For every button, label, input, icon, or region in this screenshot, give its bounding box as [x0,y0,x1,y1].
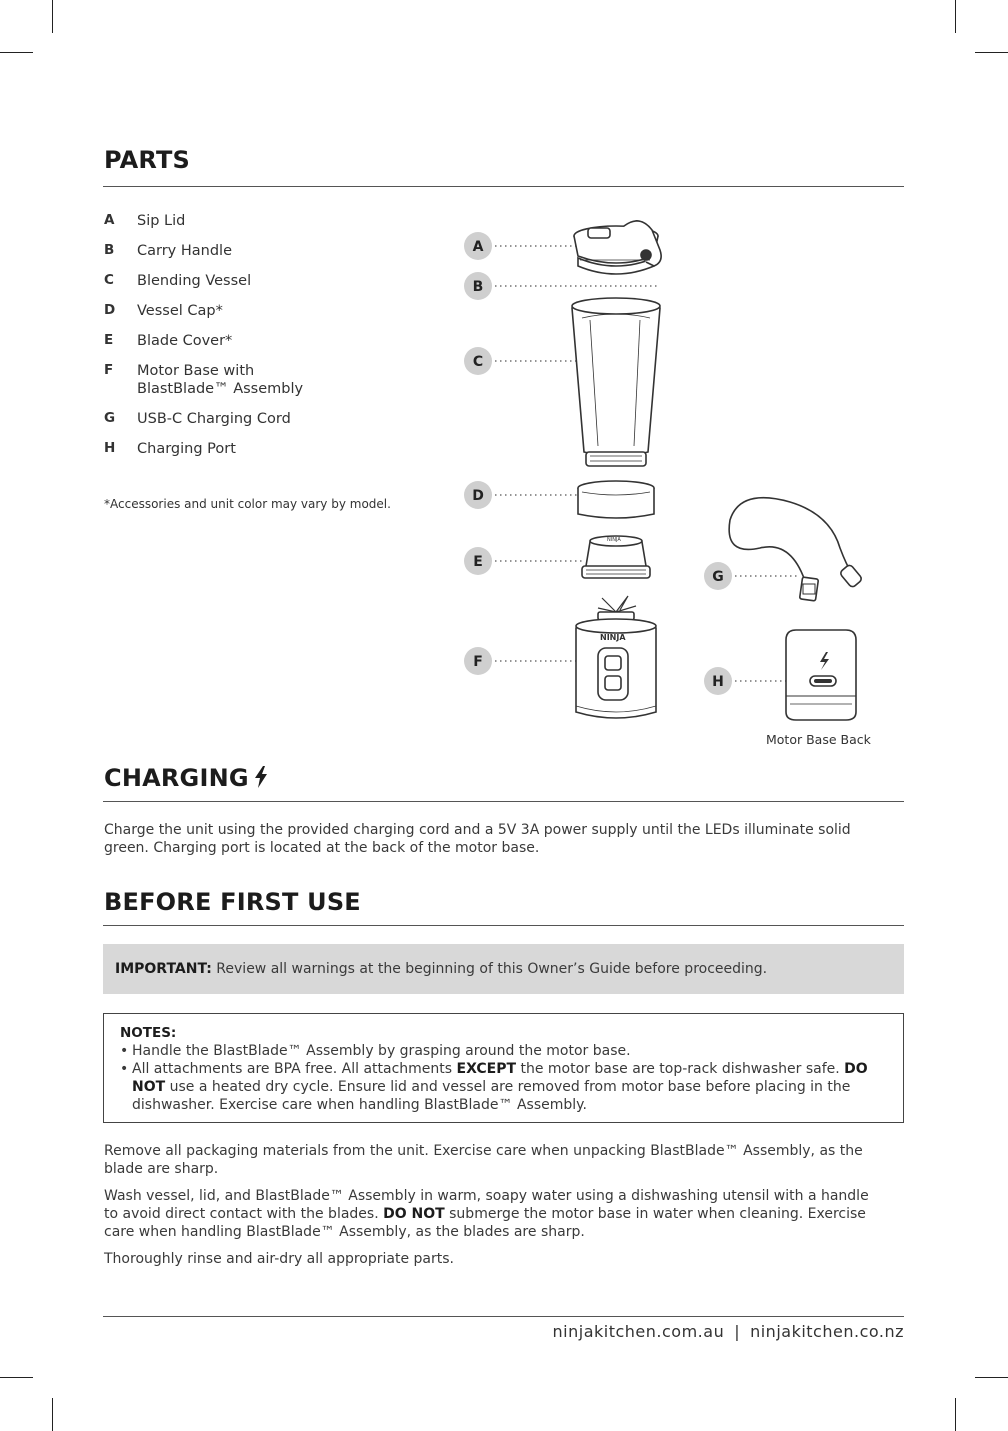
part-letter: A [104,212,115,228]
accessories-footnote: *Accessories and unit color may vary by model. [104,497,391,511]
footer-rule [103,1316,904,1317]
note-item [120,1060,890,1114]
wash-paragraph [104,1187,884,1241]
note-emphasis: DO NOT [132,1061,868,1095]
brand-mark: NINJA [600,633,626,642]
important-callout [103,944,904,994]
unpack-paragraph: Remove all packaging materials from the unit. Exercise care when unpacking BlastBlade™ Assembly, as the blade are sharp. [104,1143,863,1177]
important-label: IMPORTANT: [115,961,212,977]
part-name: Carry Handle [137,243,233,259]
notes-box [103,1013,904,1123]
part-letter: D [104,302,116,318]
note-item [120,1042,890,1060]
part-letter: G [104,410,116,426]
part-name: Vessel Cap* [137,303,223,319]
motor-base-back-caption: Motor Base Back [766,732,871,747]
diagram-label-e [464,547,492,575]
section-rule [103,801,904,802]
brand-mark: NINJA [607,537,621,543]
blending-vessel-drawing [572,298,660,466]
part-letter: E [104,332,114,348]
diagram-label-text: E [473,554,483,570]
footer-site-nz[interactable]: ninjakitchen.co.nz [750,1322,904,1341]
wash-emphasis: DO NOT [383,1206,445,1222]
crop-mark [52,1398,53,1431]
note-text: the motor base are top-rack dishwasher safe. [516,1061,845,1077]
crop-mark [975,1377,1008,1378]
part-letter: C [104,272,114,288]
crop-mark [955,1398,956,1431]
diagram-label-a [464,232,492,260]
diagram-label-text: H [712,674,724,690]
diagram-label-text: D [472,488,484,504]
important-body: Review all warnings at the beginning of this Owner’s Guide before proceeding. [211,961,768,977]
part-name: Sip Lid [137,213,186,229]
notes-title: NOTES: [120,1025,177,1041]
part-letter: B [104,242,115,258]
diagram-label-text: F [473,654,483,670]
charging-instructions: Charge the unit using the provided charging cord and a 5V 3A power supply until the LEDs illuminate solid green. Charging port is located at the back of the motor base. [104,822,851,856]
sip-lid-drawing [574,221,661,274]
note-text: use a heated dry cycle. Ensure lid and vessel are removed from motor base before placing in the dishwasher. Exercise care when handling BlastBlade™ Assembly. [132,1079,851,1113]
diagram-label-b [464,272,492,300]
charging-heading-text: CHARGING [104,764,249,792]
notes-list [120,1042,890,1114]
diagram-label-text: A [472,239,484,255]
motor-base-back-drawing [786,630,856,720]
charging-heading [104,764,269,792]
diagram-label-f [464,647,492,675]
part-letter: H [104,440,116,456]
blade-cover-drawing [582,536,650,578]
note-emphasis: EXCEPT [456,1061,517,1077]
diagram-label-g [704,562,732,590]
before-first-use-heading: BEFORE FIRST USE [104,888,361,916]
wash-text: submerge the motor base in water when cleaning. Exercise care when handling BlastBlade™ Assembly, as the blades are sharp. [104,1206,866,1240]
part-name: Blending Vessel [137,273,252,289]
note-text: Handle the BlastBlade™ Assembly by grasping around the motor base. [132,1043,631,1059]
diagram-label-h [704,667,732,695]
part-name-line1: Motor Base with [137,363,255,379]
note-text: All attachments are BPA free. All attachments [132,1061,457,1077]
wash-text: Wash vessel, lid, and BlastBlade™ Assembly in warm, soapy water using a dishwashing utensil with a handle to avoid direct contact with the blades. [104,1188,869,1222]
footer-separator: | [734,1322,741,1341]
diagram-label-text: G [712,569,724,585]
part-name: Blade Cover* [137,333,233,349]
motor-base-drawing [576,596,656,718]
footer-site-au[interactable]: ninjakitchen.com.au [552,1322,725,1341]
diagram-label-text: C [472,354,484,370]
important-text [115,961,767,977]
part-name: USB-C Charging Cord [137,411,291,427]
vessel-cap-drawing [578,481,654,518]
part-letter: F [104,362,114,378]
lightning-bolt-icon [253,766,269,788]
diagram-label-c [464,347,492,375]
footer-links [553,1322,904,1341]
parts-heading: PARTS [104,146,191,174]
crop-mark [0,1377,33,1378]
rinse-paragraph: Thoroughly rinse and air-dry all appropriate parts. [104,1251,454,1267]
part-name-line2: BlastBlade™ Assembly [137,381,304,397]
part-name: Charging Port [137,441,236,457]
diagram-label-text: B [472,279,484,295]
section-rule [103,925,904,926]
diagram-label-d [464,481,492,509]
usb-c-cord-drawing [729,498,863,601]
